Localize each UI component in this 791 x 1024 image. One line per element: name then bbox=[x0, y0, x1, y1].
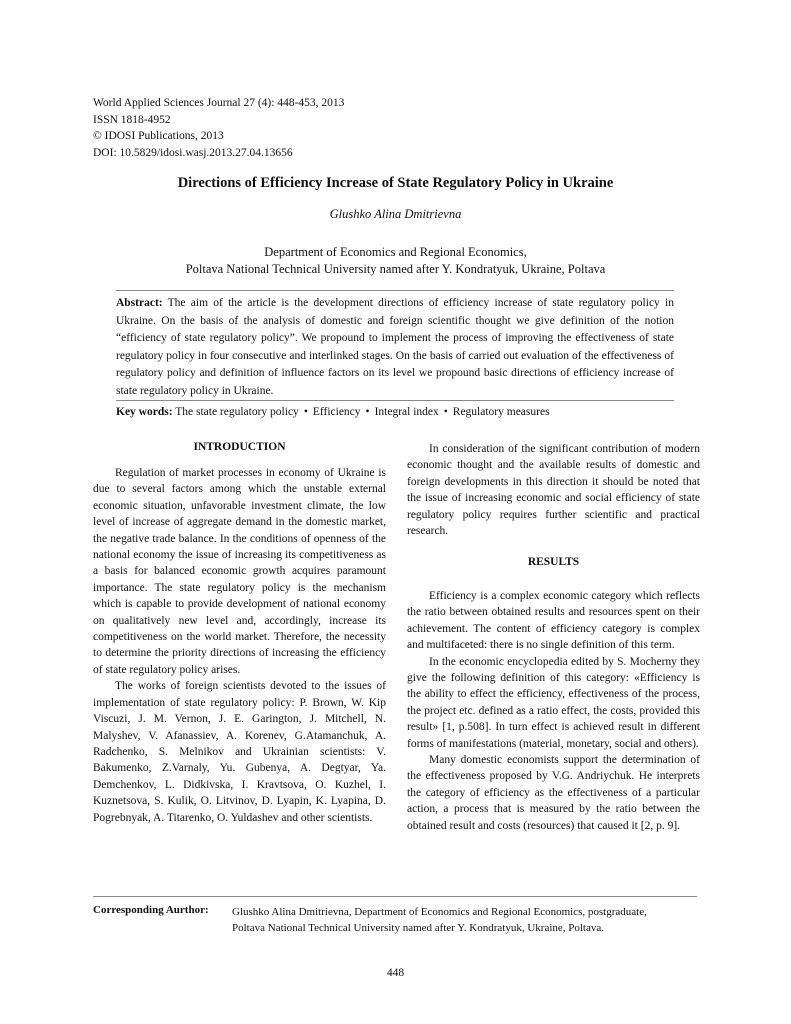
keyword-item: The state regulatory policy bbox=[175, 406, 299, 418]
abstract-text: The aim of the article is the development directions of efficiency increase of state regulatory policy in Ukraine. On the basis of the analysis of domestic and foreign scientific thought we give definition of the notion “efficiency of state regulatory policy”. We propound to implement the process of improving the effectiveness of state regulatory policy in four consecutive and interlinked stages. On the basis of carried out evaluation of the effectiveness of regulatory policy and definition of influence factors on its level we propound basic directions of efficiency increase of state regulatory policy in Ukraine. bbox=[116, 297, 674, 397]
journal-copyright: © IDOSI Publications, 2013 bbox=[93, 130, 224, 142]
footnote-divider bbox=[93, 896, 697, 897]
keywords-label: Key words: bbox=[116, 406, 173, 418]
introduction-heading: INTRODUCTION bbox=[193, 441, 286, 453]
corresponding-line-2: Poltava National Technical University named after Y. Kondratyuk, Ukraine, Poltava. bbox=[232, 922, 605, 934]
abstract-label: Abstract: bbox=[116, 297, 163, 309]
affiliation-line-2: Poltava National Technical University named after Y. Kondratyuk, Ukraine, Poltava bbox=[185, 262, 606, 276]
paper-title: Directions of Efficiency Increase of State Regulatory Policy in Ukraine bbox=[177, 175, 614, 191]
keywords bbox=[116, 406, 676, 418]
keyword-item: Regulatory measures bbox=[452, 406, 550, 418]
results-paragraph-3: Many domestic economists support the determination of the effectiveness proposed by V.G. Andriychuk. He interprets the category of efficiency as the effectiveness of a particular action, a process that is measured by the ratio between the obtained result and costs (resources) that caused it [2, p. 9]. bbox=[407, 754, 700, 832]
keyword-separator: • bbox=[303, 406, 308, 418]
right-column-results bbox=[407, 588, 700, 834]
affiliation-line-1: Department of Economics and Regional Economics, bbox=[264, 245, 527, 259]
abstract-top-divider bbox=[116, 290, 674, 291]
keyword-separator: • bbox=[365, 406, 370, 418]
journal-doi: DOI: 10.5829/idosi.wasj.2013.27.04.13656 bbox=[93, 146, 293, 159]
intro-paragraph-3: In consideration of the significant contribution of modern economic thought and the available results of domestic and foreign developments in this direction it should be noted that the issue of increasing economic and social efficiency of state regulatory policy requires further scientific and practical research. bbox=[407, 443, 700, 538]
keyword-item: Integral index bbox=[374, 406, 439, 418]
corresponding-author-label: Corresponding Aurthor: bbox=[93, 904, 209, 916]
keyword-item: Efficiency bbox=[312, 406, 361, 418]
paper-author: Glushko Alina Dmitrievna bbox=[329, 207, 462, 221]
corresponding-line-1: Glushko Alina Dmitrievna, Department of Economics and Regional Economics, postgraduate, bbox=[232, 906, 647, 918]
left-column bbox=[93, 465, 386, 826]
keyword-separator: • bbox=[443, 406, 448, 418]
journal-info bbox=[93, 95, 344, 161]
right-column-top bbox=[407, 441, 700, 539]
journal-issn: ISSN 1818-4952 bbox=[93, 113, 171, 126]
results-heading: RESULTS bbox=[527, 556, 580, 568]
results-paragraph-2: In the economic encyclopedia edited by S. Mocherny they give the following definition of this category: «Efficiency is the ability to effect the efficiency, effectiveness of the process, the project etc. defined as a ratio effect, the costs, provided this result» [1, p.508]. In turn effect is achieved result in different forms of manifestations (material, monetary, social and others). bbox=[407, 655, 700, 750]
page-number: 448 bbox=[386, 967, 405, 979]
intro-paragraph-2: The works of foreign scientists devoted to the issues of implementation of state regulatory policy: P. Brown, W. Kip Viscuzi, J. M. Vernon, J. E. Garington, J. Mitchell, N. Malyshev, V. Afanassiev, A. Korenev, G.Atamanchuk, A. Radchenko, S. Melnikov and Ukrainian scientists: V. Bakumenko, Z.Varnaly, Yu. Gubenya, A. Degtyar, Ya. Demchenkov, L. Didkivska, I. Kravtsova, O. Kuzhel, I. Kuznetsova, S. Kulik, O. Litvinov, D. Lyapin, K. Lyapina, D. Pogrebnyak, A. Titarenko, O. Yuldashev and other scientists. bbox=[93, 680, 386, 824]
intro-paragraph-1: Regulation of market processes in economy of Ukraine is due to several factors among which the unstable external economic situation, unfavorable investment climate, the low level of increase of aggregate demand in the domestic market, the negative trade balance. In the conditions of openness of the national economy the issue of increasing its competitiveness as a basis for balanced economic growth acquires paramount importance. The state regulatory policy is the mechanism which is capable to provide development of national economy on qualitatively new level and, accordingly, increase its competitiveness on the world market. Therefore, the necessity to determine the priority directions of increasing the efficiency of state regulatory policy arises. bbox=[93, 467, 386, 676]
abstract-bottom-divider bbox=[116, 400, 674, 401]
journal-citation: World Applied Sciences Journal 27 (4): 448-453, 2013 bbox=[93, 97, 345, 109]
author-affiliation bbox=[0, 244, 791, 278]
abstract bbox=[116, 295, 674, 401]
corresponding-author-details bbox=[232, 904, 647, 936]
results-paragraph-1: Efficiency is a complex economic category which reflects the ratio between obtained results and resources spent on their achievement. The content of efficiency category is complex and multifaceted: there is no single definition of this term. bbox=[407, 590, 700, 652]
